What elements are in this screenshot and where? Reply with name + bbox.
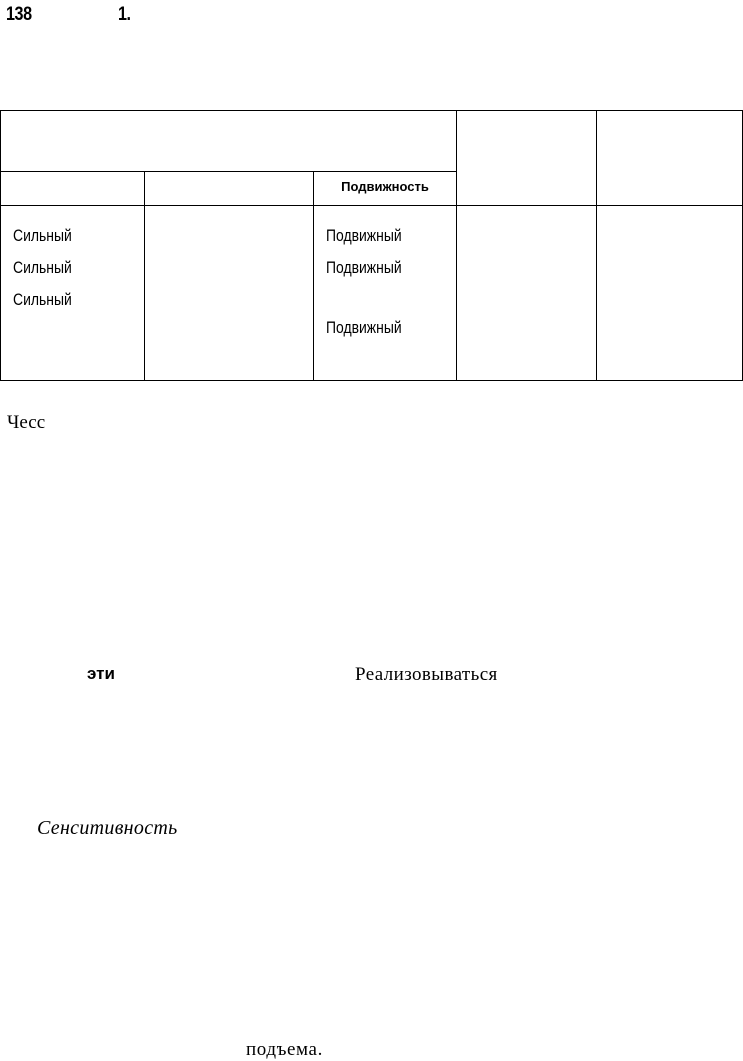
table-row-value: Подвижный [326,318,402,337]
table-cell-col3 [314,206,457,381]
text-fragment-realize: Реализовываться [355,664,498,685]
page-number: 138 [6,4,32,25]
table-row-value: Сильный [13,290,72,309]
table-subheader-mobility [314,172,457,206]
table-row-value: Сильный [13,258,72,277]
table-row-value: Подвижный [326,258,402,277]
table-header-group [1,111,457,172]
chapter-number: 1. [118,4,131,25]
text-fragment-sensitivity: Сенситивность [37,817,178,839]
table-cell-col1 [1,206,145,381]
table-row-value: Подвижный [326,226,402,245]
table-row-value: Сильный [13,226,72,245]
data-table [0,110,742,381]
table-subheader-col1 [1,172,145,206]
table-cell-col4 [457,206,597,381]
text-fragment-eti: эти [87,664,115,683]
table-header-col4 [457,111,597,206]
table-row-empty [326,288,433,316]
table-cell-col5 [597,206,743,381]
text-fragment-chess: Чесс [7,412,46,433]
table-subheader-col2 [145,172,314,206]
text-fragment-podema: подъема. [246,1039,323,1060]
table-cell-col2 [145,206,314,381]
table-header-col5 [597,111,743,206]
mobility-header-label: Подвижность [341,179,429,194]
